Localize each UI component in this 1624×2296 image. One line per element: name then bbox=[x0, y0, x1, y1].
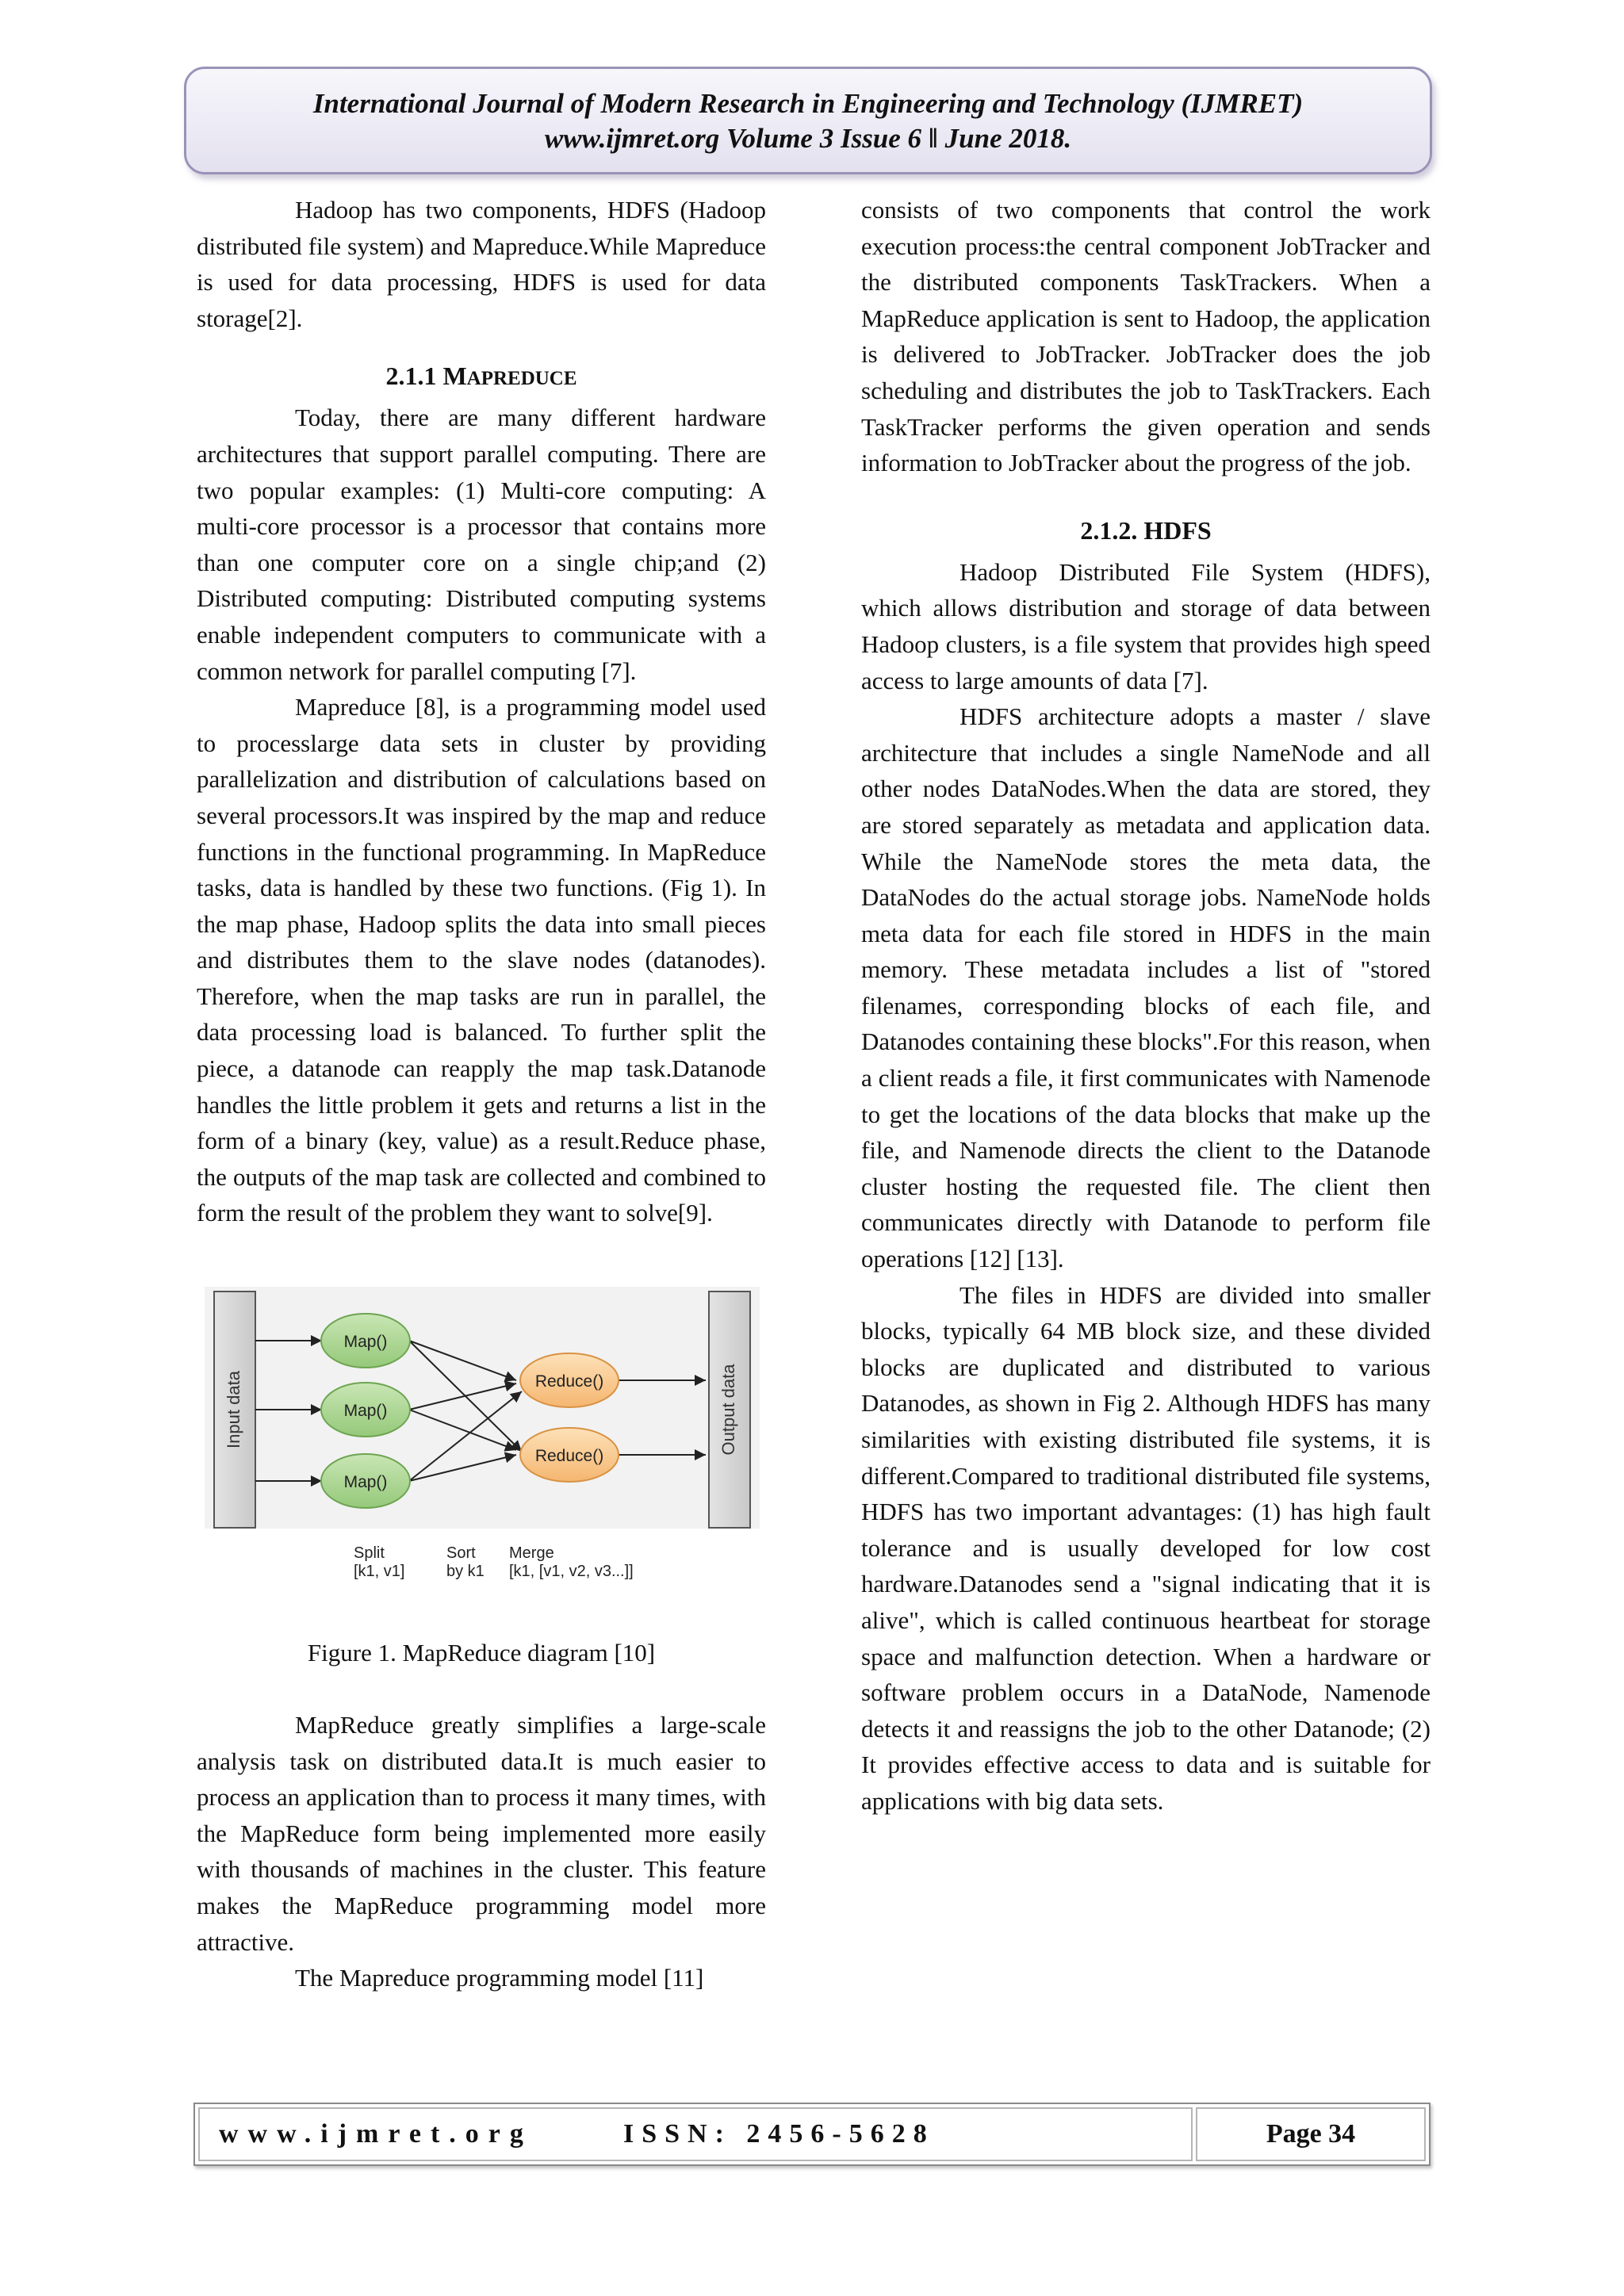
page-number: Page 34 bbox=[1196, 2107, 1426, 2161]
split-sublabel: [k1, v1] bbox=[354, 1563, 405, 1581]
split-label: Split bbox=[354, 1544, 385, 1563]
heading-number: 2.1.1 M bbox=[385, 362, 467, 391]
journal-title: International Journal of Modern Research in Engineering and Technology (IJMRET) bbox=[312, 88, 1304, 119]
reduce-node-label: Reduce() bbox=[534, 1372, 604, 1391]
page-footer bbox=[193, 2103, 1431, 2166]
paragraph: The Mapreduce programming model [11] bbox=[295, 1964, 704, 1992]
sort-label: Sort bbox=[446, 1544, 476, 1563]
mapreduce-diagram bbox=[205, 1287, 760, 1600]
heading-smallcaps: APREDUCE bbox=[466, 368, 577, 390]
footer-site: www.ijmret.org bbox=[219, 2119, 533, 2149]
merge-sublabel: [k1, [v1, v2, v3...]] bbox=[509, 1563, 634, 1581]
map-node-label: Map() bbox=[343, 1333, 388, 1352]
paragraph: MapReduce greatly simplifies a large-scale analysis task on distributed data.It is much easier to process an application than to process it many times, with the MapReduce form being implemented more easily with thousands of machines in the cluster. This feature makes the MapReduce programming model more attractive. bbox=[197, 1711, 766, 1956]
paragraph: The files in HDFS are divided into smaller blocks, typically 64 MB block size, and these divided blocks are duplicated and distributed to various Datanodes, as shown in Fig 2. Although HDFS has many similarities with existing distributed file systems, it is different.Compared to traditional distributed file systems, HDFS has two important advantages: (1) has high fault tolerance and is usually developed for low cost hardware.Datanodes send a "signal indicating that it is alive", which is called continuous heartbeat for storage space and malfunction detection. When a hardware or software problem occurs in a DataNode, Namenode detects it and reassigns the job to the other Datanode; (2) It provides effective access to data and is suitable for applications with big data sets. bbox=[861, 1280, 1431, 1815]
mapreduce-figure bbox=[197, 1287, 766, 1636]
left-column bbox=[197, 192, 766, 1996]
figure-caption: Figure 1. MapReduce diagram [10] bbox=[307, 1639, 656, 1667]
journal-issue: www.ijmret.org Volume 3 Issue 6 ǁ June 2018. bbox=[544, 123, 1072, 154]
map-node-label: Map() bbox=[343, 1473, 388, 1492]
output-data-label: Output data bbox=[718, 1364, 738, 1456]
paragraph: consists of two components that control the work execution process:the central component JobTracker and the distributed components TaskTrackers. When a MapReduce application is sent to Hadoop, the application is delivered to JobTracker. JobTracker does the job scheduling and distributes the job to TaskTrackers. Each TaskTracker performs the given operation and sends information to JobTracker about the progress of the job. bbox=[861, 196, 1431, 477]
right-column bbox=[861, 192, 1431, 1820]
paragraph: Hadoop has two components, HDFS (Hadoop distributed file system) and Mapreduce.While Mapreduce is used for data processing, HDFS is used for data storage[2]. bbox=[197, 196, 766, 332]
paragraph: HDFS architecture adopts a master / slave architecture that includes a single NameNode and all other nodes DataNodes.When the data are stored, they are stored separately as metadata and application data. While the NameNode stores the meta data, the DataNodes do the actual storage jobs. NameNode holds meta data for each file stored in HDFS in the main memory. These metadata includes a list of "stored filenames, corresponding blocks of each file, and Datanodes containing these blocks".For this reason, when a client reads a file, it first communicates with Namenode to get the locations of the data blocks that make up the file, and Namenode directs the client to the Datanode cluster hosting the requested file. The client then communicates directly with Datanode to perform file operations [12] [13]. bbox=[861, 702, 1431, 1273]
merge-label: Merge bbox=[509, 1544, 554, 1563]
sort-sublabel: by k1 bbox=[446, 1563, 485, 1581]
input-data-label: Input data bbox=[224, 1371, 243, 1448]
footer-issn: ISSN: 2456-5628 bbox=[623, 2119, 935, 2149]
paragraph: Hadoop Distributed File System (HDFS), which allows distribution and storage of data between Hadoop clusters, is a file system that provides high speed access to large amounts of data [7]. bbox=[861, 557, 1431, 695]
journal-header bbox=[184, 67, 1432, 174]
paragraph: Mapreduce [8], is a programming model used to processlarge data sets in cluster by providing parallelization and distribution of calculations based on several processors.It was inspired by the map and reduce functions in the functional programming. In MapReduce tasks, data is handled by these two functions. (Fig 1). In the map phase, Hadoop splits the data into small pieces and distributes them to the slave nodes (datanodes). Therefore, when the map tasks are run in parallel, the data processing load is balanced. To further split the piece, a datanode can reapply the map task.Datanode handles the little problem it gets and returns a list in the form of a binary (key, value) as a result.Reduce phase, the outputs of the map task are collected and combined to form the result of the problem they want to solve[9]. bbox=[197, 693, 766, 1227]
reduce-node-label: Reduce() bbox=[534, 1447, 604, 1466]
section-heading-mapreduce bbox=[197, 358, 766, 396]
paragraph: Today, there are many different hardware architectures that support parallel computing. There are two popular examples: (1) Multi-core computing: A multi-core processor is a processor that contains more than one computer core on a single chip;and (2) Distributed computing: Distributed computing systems enable independent computers to communicate with a common network for parallel computing [7]. bbox=[197, 404, 766, 685]
section-heading-hdfs: 2.1.2. HDFS bbox=[1080, 515, 1212, 545]
map-node-label: Map() bbox=[343, 1402, 388, 1421]
